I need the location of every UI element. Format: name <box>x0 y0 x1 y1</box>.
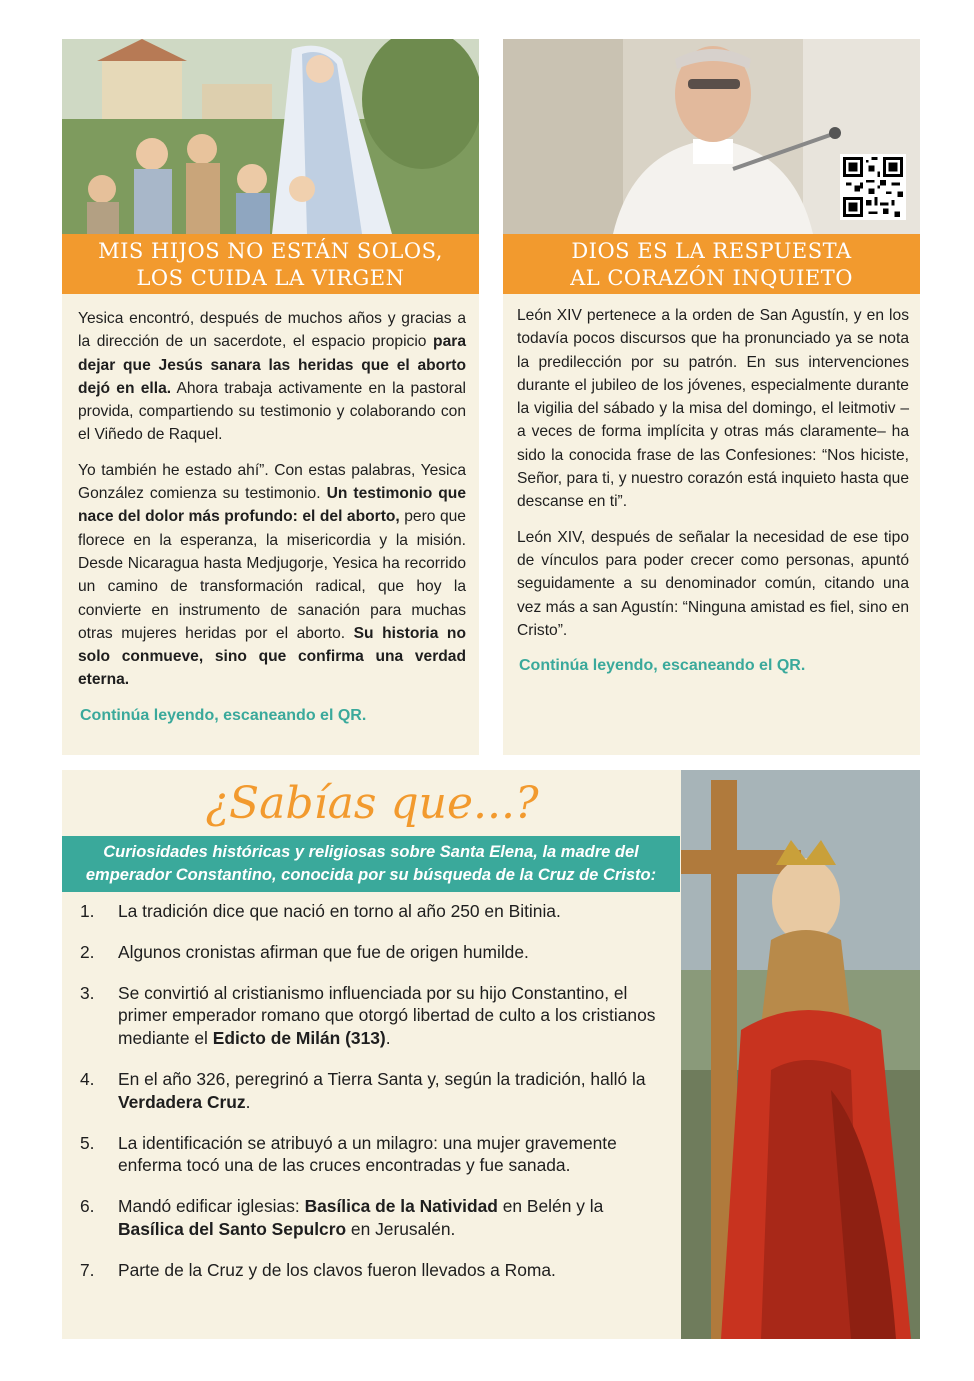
virgin-children-painting <box>62 39 479 234</box>
saint-helena-painting <box>681 770 920 1339</box>
list-item <box>80 900 670 923</box>
article-body <box>517 304 909 677</box>
subtitle-line1: Curiosidades históricas y religiosas sobre Santa Elena, la madre del <box>103 843 639 861</box>
item-text: En el año 326, peregrinó a Tierra Santa y, según la tradición, halló la <box>118 1068 646 1089</box>
paragraph-1: León XIV pertenece a la orden de San Agustín, y en los todavía pocos discursos que ha pronunciado ya se nota la predilección por su patrón. En sus intervenciones durante el jubileo de los jóvenes, especialmente durante la vigilia del sábado y la misa del domingo, el leitmotiv –a veces de forma implícita y otras más claramente– ha sido la conocida frase de las Confesiones: “Nos hiciste, Señor, para ti, y nuestro corazón está inquieto hasta que descanse en ti”. <box>517 307 909 511</box>
item-number: 2. <box>80 941 95 962</box>
item-number: 6. <box>80 1196 95 1217</box>
item-number: 4. <box>80 1068 95 1089</box>
paragraph-bold: Un testimonio que nace del dolor más profundo: el del aborto, <box>78 485 466 526</box>
item-text: Mandó edificar iglesias: <box>118 1196 305 1217</box>
list-item <box>80 982 670 1050</box>
item-number: 7. <box>80 1259 95 1280</box>
facts-list <box>80 900 670 1300</box>
paragraph-2 <box>78 459 466 692</box>
item-text: Parte de la Cruz y de los clavos fueron llevados a Roma. <box>118 1259 556 1280</box>
subtitle-line2: emperador Constantino, conocida por su búsqueda de la Cruz de Cristo: <box>85 866 657 884</box>
item-text: . <box>385 1028 391 1049</box>
article-body <box>78 307 466 727</box>
did-you-know-section <box>62 770 920 1339</box>
paragraph-text: Ahora trabaja activamente en la pastoral provida, compartiendo su testimonio y colaborando con el Viñedo de Raquel. <box>78 379 466 444</box>
item-text: La identificación se atribuyó a un milagro: una mujer gravemente enferma tocó una de las cruces encontradas y fue sanada. <box>118 1132 617 1176</box>
article-title <box>503 234 920 294</box>
did-you-know-subtitle <box>62 836 680 892</box>
item-number: 3. <box>80 982 95 1003</box>
paragraph-text: Yo también he estado ahí”. Con estas palabras, Yesica González comienza su testimonio. <box>78 461 466 503</box>
item-text: . <box>245 1091 251 1112</box>
item-number: 5. <box>80 1132 95 1153</box>
item-bold: Basílica de la Natividad <box>304 1196 498 1217</box>
paragraph-text: Yesica encontró, después de muchos años y gracias a la dirección de un sacerdote, el espacio propicio <box>78 310 466 351</box>
article-title-line2: LOS CUIDA LA VIRGEN <box>136 266 405 290</box>
paragraph-bold: Su historia no solo conmueve, sino que confirma una verdad eterna. <box>78 624 466 689</box>
item-text: en Belén y la <box>497 1196 604 1217</box>
item-bold: Edicto de Milán (313) <box>212 1028 386 1049</box>
article-title-line2: AL CORAZÓN INQUIETO <box>570 266 853 290</box>
article-card-pope <box>503 39 920 755</box>
article-title-line1: MIS HIJOS NO ESTÁN SOLOS, <box>98 239 443 263</box>
paragraph-1 <box>78 307 466 447</box>
paragraph-bold: para dejar que Jesús sanara las heridas que el aborto dejó en ella. <box>78 333 466 397</box>
item-bold: Basílica del Santo Sepulcro <box>118 1218 347 1239</box>
read-more-note: Continúa leyendo, escaneando el QR. <box>519 657 806 675</box>
list-item <box>80 941 670 964</box>
item-text: en Jerusalén. <box>346 1218 456 1239</box>
paragraph-2: León XIV, después de señalar la necesidad de ese tipo de vínculos para poder crecer como personas, apuntó seguidamente a su denominador común, citando una vez más a san Agustín: “Ninguna amistad es fiel, sino en Cristo”. <box>517 528 909 639</box>
qr-code[interactable] <box>840 154 906 220</box>
item-number: 1. <box>80 901 95 921</box>
paragraph-text: pero que florece en la esperanza, la misericordia y la misión. Desde Nicaragua hasta Medjugorje, Yesica ha recorrido un camino de transformación radical, que hoy la convierte en instrumento de sanación para muchas otras mujeres heridas por el aborto. <box>78 508 466 642</box>
article-title <box>62 234 479 294</box>
did-you-know-title: ¿Sabías que...? <box>205 778 539 829</box>
read-more-note: Continúa leyendo, escaneando el QR. <box>80 706 367 724</box>
item-bold: Verdadera Cruz <box>118 1091 246 1112</box>
item-text: Algunos cronistas afirman que fue de origen humilde. <box>118 941 529 962</box>
list-item <box>80 1068 670 1114</box>
item-text: La tradición dice que nació en torno al año 250 en Bitinia. <box>118 901 561 921</box>
item-text: Se convirtió al cristianismo influenciada por su hijo Constantino, el primer emperador romano que otorgó libertad de culto a los cristianos mediante el <box>118 982 656 1049</box>
article-card-virgin <box>62 39 479 755</box>
article-title-line1: DIOS ES LA RESPUESTA <box>571 239 852 263</box>
list-item <box>80 1195 670 1241</box>
list-item <box>80 1259 670 1282</box>
list-item <box>80 1132 670 1178</box>
